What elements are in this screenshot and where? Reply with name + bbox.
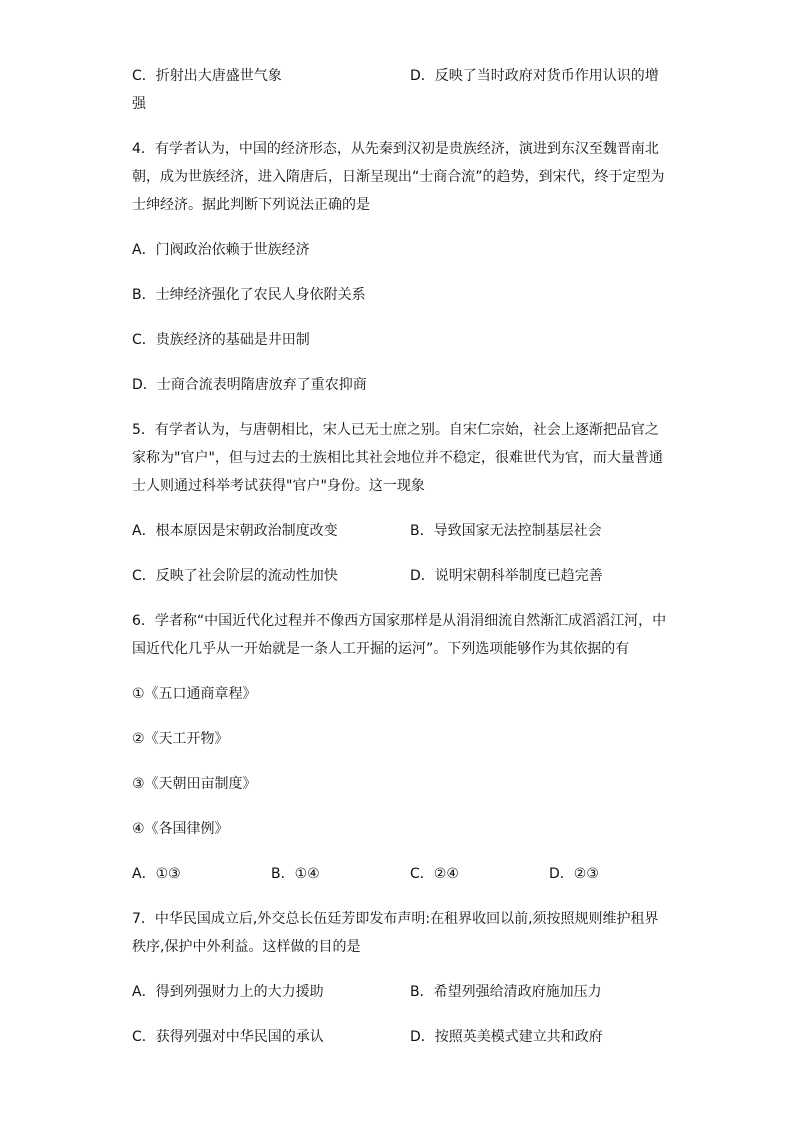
q5-option-d: D．说明宋朝科举制度已趋完善	[410, 568, 603, 584]
q6-item-4: ④《各国律例》	[132, 821, 229, 837]
q7-option-a: A．得到列强财力上的大力援助	[132, 984, 324, 1000]
q7-option-c: C．获得列强对中华民国的承认	[132, 1029, 324, 1045]
q7-option-b: B．希望列强给清政府施加压力	[410, 984, 602, 1000]
q7-option-d: D．按照英美模式建立共和政府	[410, 1029, 603, 1045]
q4-option-a: A．门阀政治依赖于世族经济	[132, 242, 310, 258]
q3-option-c: C．折射出大唐盛世气象	[132, 68, 282, 84]
q6-stem	[132, 607, 667, 663]
q5-option-c: C．反映了社会阶层的流动性加快	[132, 568, 338, 584]
q5-options-row-cd	[132, 562, 662, 590]
q4-stem-line: 4．有学者认为，中国的经济形态，从先秦到汉初是贵族经济，演进到东汉至魏晋南北	[132, 141, 659, 157]
q6-stem-line: 6．学者称“中国近代化过程并不像西方国家那样是从涓涓细流自然渐汇成滔滔江河，中	[132, 613, 667, 629]
q4-stem	[132, 135, 665, 219]
q5-stem	[132, 416, 662, 500]
q6-option-a: A．①③	[132, 866, 181, 882]
q3-option-d-continuation: 强	[132, 96, 146, 112]
q6-option-b: B．①④	[271, 866, 320, 882]
q5-option-a: A．根本原因是宋朝政治制度改变	[132, 523, 338, 539]
q7-stem-line: 秩序,保护中外利益。这样做的目的是	[132, 939, 361, 955]
q6-item-2: ②《天工开物》	[132, 731, 229, 747]
q4-stem-line: 士绅经济。据此判断下列说法正确的是	[132, 197, 370, 213]
q6-stem-line: 国近代化几乎从一开始就是一条人工开掘的运河”。下列选项能够作为其依据的有	[132, 641, 630, 657]
exam-page	[132, 62, 667, 1051]
q7-stem	[132, 905, 662, 961]
q4-option-b: B．士绅经济强化了农民人身依附关系	[132, 287, 366, 303]
q7-options-row-cd	[132, 1023, 662, 1051]
q4-option-d: D．士商合流表明隋唐放弃了重农抑商	[132, 377, 367, 393]
q7-options-row-ab	[132, 978, 662, 1006]
q6-options-row	[132, 860, 662, 888]
q6-item-1: ①《五口通商章程》	[132, 686, 257, 702]
q7-stem-line: 7．中华民国成立后,外交总长伍廷芳即发布声明:在租界收回以前,须按照规则维护租界	[132, 911, 659, 927]
q5-stem-line: 士人则通过科举考试获得"官户"身份。这一现象	[132, 478, 425, 494]
q5-option-b: B．导致国家无法控制基层社会	[410, 523, 602, 539]
q6-item-3: ③《天朝田亩制度》	[132, 776, 257, 792]
q4-stem-line: 朝，成为世族经济，进入隋唐后，日渐呈现出“士商合流”的趋势，到宋代，终于定型为	[132, 169, 665, 185]
q3-options-row-cd	[132, 62, 662, 90]
q6-option-d: D．②③	[549, 866, 599, 882]
q4-option-c: C．贵族经济的基础是井田制	[132, 332, 310, 348]
q3-option-d: D．反映了当时政府对货币作用认识的增	[410, 68, 659, 84]
q5-stem-line: 5．有学者认为，与唐朝相比，宋人已无士庶之别。自宋仁宗始，社会上逐渐把品官之	[132, 422, 659, 438]
q5-options-row-ab	[132, 517, 662, 545]
q6-option-c: C．②④	[410, 866, 459, 882]
q5-stem-line: 家称为"官户"，但与过去的士族相比其社会地位并不稳定，很难世代为官，而大量普通	[132, 450, 663, 466]
